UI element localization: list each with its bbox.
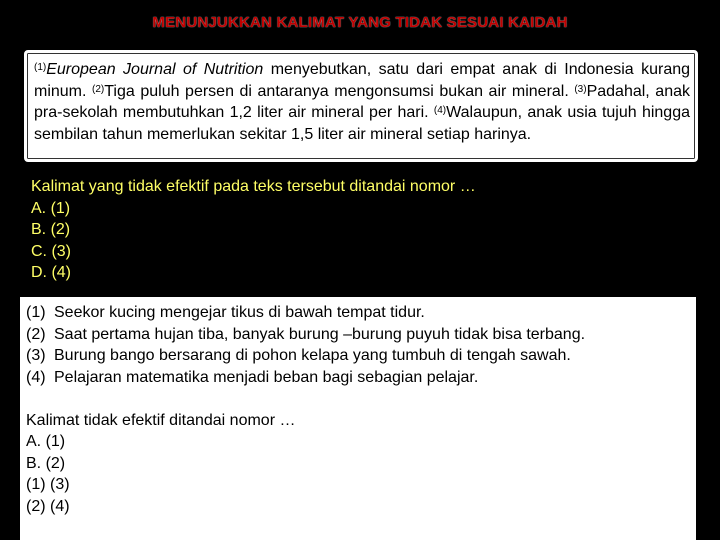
question-1-option-a[interactable]: A. (1): [31, 199, 71, 217]
sentence-number-3: (3): [574, 83, 587, 95]
reading-passage: [24, 50, 698, 162]
journal-name: European Journal of Nutrition: [46, 61, 264, 78]
question-1-prompt: Kalimat yang tidak efektif pada teks tersebut ditandai nomor …: [31, 178, 476, 195]
list-item-text: Saat pertama hujan tiba, banyak burung –burung puyuh tidak bisa terbang.: [54, 325, 586, 343]
sentence-number-1: (1): [34, 62, 47, 73]
question-2-option-b[interactable]: B. (2): [26, 454, 66, 472]
sentence-2-text: Tiga puluh persen di antaranya mengonsumsi bukan air mineral.: [104, 82, 575, 100]
sentence-number-4: (4): [433, 105, 447, 116]
question-2-panel: [20, 297, 696, 540]
question-1-option-d[interactable]: D. (4): [31, 264, 71, 281]
list-item-text: Seekor kucing mengejar tikus di bawah tempat tidur.: [54, 304, 425, 321]
list-item-text: Burung bango bersarang di pohon kelapa yang tumbuh di tengah sawah.: [54, 347, 571, 364]
slide-title: MENUNJUKKAN KALIMAT YANG TIDAK SESUAI KAIDAH: [152, 14, 568, 31]
question-1-option-c[interactable]: C. (3): [31, 242, 71, 260]
list-item-text: Pelajaran matematika menjadi beban bagi sebagian pelajar.: [54, 368, 479, 386]
spacer: [26, 388, 656, 410]
list-item-number: (3): [26, 347, 46, 364]
sentence-4-text: Walaupun, anak usia tujuh hingga sembilan tahun memerlukan sekitar 1,5 liter air mineral setiap harinya.: [34, 104, 690, 143]
sentence-3-text: Padahal, anak pra-sekolah membutuhkan 1,2 liter air mineral per hari.: [34, 82, 690, 121]
list-item: [26, 367, 656, 389]
question-1: [31, 176, 476, 284]
question-1-option-b[interactable]: B. (2): [31, 221, 71, 238]
sentence-1-text: menyebutkan, satu dari empat anak di Indonesia kurang minum.: [34, 61, 691, 100]
question-2-option-a[interactable]: A. (1): [26, 433, 66, 450]
list-item-number: (4): [26, 368, 46, 386]
question-2-prompt: Kalimat tidak efektif ditandai nomor …: [26, 411, 296, 429]
question-2-option-c[interactable]: (1) (3): [26, 476, 70, 493]
list-item: [26, 302, 656, 324]
list-item: [26, 345, 656, 367]
sentence-number-2: (2): [92, 83, 105, 95]
list-item: [26, 324, 656, 346]
question-2-option-d[interactable]: (2) (4): [26, 497, 70, 515]
list-item-number: (1): [26, 304, 46, 321]
list-item-number: (2): [26, 325, 46, 343]
